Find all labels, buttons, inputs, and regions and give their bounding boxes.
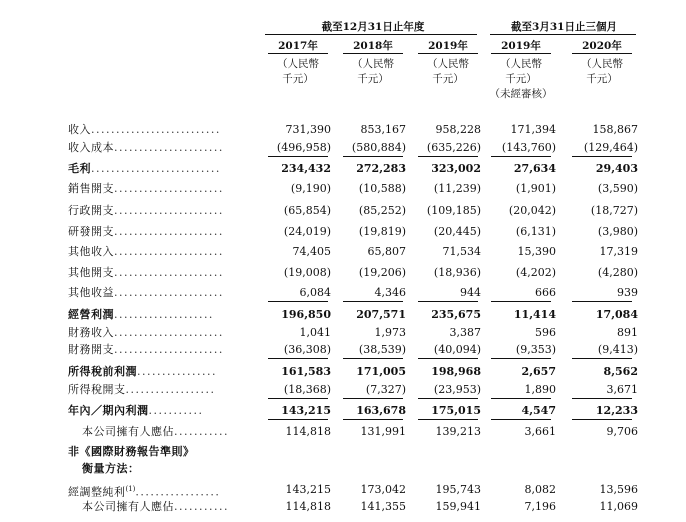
sum-rule [572,358,632,359]
section-heading-measure: 衡量方法： [82,462,140,475]
cell: 198,968 [431,365,481,378]
row-label-other-expenses: 其他開支...................... [68,266,224,279]
cell: 666 [535,286,556,299]
sum-rule [418,419,478,420]
header-group-year: 截至12月31日止年度 [321,21,425,33]
header-rule [490,34,636,35]
sum-rule [418,301,478,302]
cell: (19,008) [283,266,331,279]
cell: (9,190) [290,182,331,195]
cell: 29,403 [595,162,638,175]
cell: 939 [617,286,638,299]
cell: (7,327) [365,383,406,396]
column-rule [418,53,478,54]
sum-rule [491,301,551,302]
cell: (20,042) [508,204,556,217]
cell: (4,280) [597,266,638,279]
cell: 4,547 [521,404,556,417]
cell: 4,346 [374,286,406,299]
sum-rule [418,156,478,157]
sum-rule [418,398,478,399]
cell: 1,973 [374,326,406,339]
cell: 175,015 [431,404,481,417]
row-label-finance-income: 財務收入...................... [68,326,224,339]
cell: (10,588) [358,182,406,195]
row-label-adjusted-net-profit: 經調整純利$^{(1)}$................. [68,485,221,499]
cell: (9,353) [515,343,556,356]
sum-rule [343,301,403,302]
cell: 596 [535,326,556,339]
row-label-income-tax: 所得稅開支.................. [68,383,216,396]
cell: (580,884) [351,141,406,154]
column-rule [343,53,403,54]
cell: 171,394 [510,123,556,136]
cell: 7,196 [524,500,556,513]
row-label-profit-for-period: 年內／期內利潤........... [68,404,204,417]
cell: (38,539) [358,343,406,356]
cell: 891 [617,326,638,339]
cell: 8,082 [524,483,556,496]
sum-rule [491,358,551,359]
cell: 17,319 [599,245,638,258]
cell: 853,167 [360,123,406,136]
cell: 139,213 [435,425,481,438]
cell: 131,991 [360,425,406,438]
unit-label: （人民幣 千元） [581,58,623,85]
cell: 3,671 [606,383,638,396]
row-label-rnd-expenses: 研發開支...................... [68,225,224,238]
column-rule [572,53,632,54]
cell: 11,069 [599,500,638,513]
sum-rule [491,419,551,420]
cell: 731,390 [285,123,331,136]
cell: 65,807 [367,245,406,258]
cell: 235,675 [431,308,481,321]
cell: 8,562 [603,365,638,378]
cell: (9,413) [597,343,638,356]
row-label-finance-costs: 財務開支...................... [68,343,224,356]
cell: 13,596 [599,483,638,496]
column-rule [268,53,328,54]
cell: 143,215 [281,404,331,417]
cell: (18,727) [590,204,638,217]
section-heading-non-ifrs: 非《國際財務報告準則》 [68,445,195,458]
cell: (1,901) [515,182,556,195]
row-label-attributable-to-owners: 本公司擁有人應佔........... [82,425,229,438]
column-rule [491,53,551,54]
sum-rule [491,398,551,399]
cell: (3,590) [597,182,638,195]
cell: 1,890 [524,383,556,396]
sum-rule [418,358,478,359]
cell: (109,185) [426,204,481,217]
cell: 272,283 [356,162,406,175]
cell: 158,867 [592,123,638,136]
cell: (635,226) [426,141,481,154]
cell: 323,002 [431,162,481,175]
cell: 6,084 [299,286,331,299]
sum-rule [572,301,632,302]
sum-rule [268,358,328,359]
cell: (19,819) [358,225,406,238]
header-rule [265,34,477,35]
cell: 2,657 [521,365,556,378]
cell: 141,355 [360,500,406,513]
sum-rule [491,156,551,157]
cell: 958,228 [435,123,481,136]
cell: 71,534 [442,245,481,258]
cell: 114,818 [285,500,331,513]
cell: 114,818 [285,425,331,438]
column-header-2017: 2017年 [278,40,318,52]
cell: (4,202) [515,266,556,279]
cell: 207,571 [356,308,406,321]
cell: 161,583 [281,365,331,378]
cell: 171,005 [356,365,406,378]
cell: 17,084 [595,308,638,321]
column-header-2020-q1: 2020年 [582,40,622,52]
cell: 12,233 [595,404,638,417]
cell: (496,958) [276,141,331,154]
sum-rule [572,398,632,399]
row-label-profit-before-tax: 所得稅前利潤................ [68,365,217,378]
cell: (18,936) [433,266,481,279]
row-label-adjusted-attributable-to-owners: 本公司擁有人應佔........... [82,500,229,513]
sum-rule [268,156,328,157]
sum-rule [343,398,403,399]
column-header-2019: 2019年 [428,40,468,52]
cell: 27,634 [513,162,556,175]
column-header-2019-q1: 2019年 [501,40,541,52]
cell: (6,131) [515,225,556,238]
sum-rule [268,301,328,302]
cell: 196,850 [281,308,331,321]
sum-rule [572,156,632,157]
cell: (18,368) [283,383,331,396]
cell: (3,980) [597,225,638,238]
row-label-operating-profit: 經營利潤.................... [68,308,214,321]
unit-label: （人民幣 千元） [427,58,469,85]
cell: 3,661 [524,425,556,438]
cell: 173,042 [360,483,406,496]
cell: (36,308) [283,343,331,356]
sum-rule [572,419,632,420]
row-label-gross-profit: 毛利.......................... [68,162,221,175]
cell: (143,760) [501,141,556,154]
cell: 163,678 [356,404,406,417]
cell: (19,206) [358,266,406,279]
row-label-other-income: 其他收入...................... [68,245,224,258]
sum-rule [343,156,403,157]
row-label-selling-expenses: 銷售開支...................... [68,182,224,195]
cell: (65,854) [283,204,331,217]
row-label-other-gains: 其他收益...................... [68,286,224,299]
cell: 15,390 [517,245,556,258]
cell: (40,094) [433,343,481,356]
header-group-period: 截至3月31日止三個月 [511,21,617,33]
unit-label: （人民幣 千元） （未經審核） [489,58,553,100]
cell: 3,387 [449,326,481,339]
cell: (20,445) [433,225,481,238]
cell: 9,706 [606,425,638,438]
row-label-revenue: 收入.......................... [68,123,221,136]
unit-label: （人民幣 千元） [277,58,319,85]
cell: 234,432 [281,162,331,175]
sum-rule [343,419,403,420]
cell: (85,252) [358,204,406,217]
cell: 1,041 [299,326,331,339]
cell: 143,215 [285,483,331,496]
sum-rule [343,358,403,359]
cell: 944 [460,286,481,299]
sum-rule [268,419,328,420]
sum-rule [268,398,328,399]
cell: (24,019) [283,225,331,238]
unit-label: （人民幣 千元） [352,58,394,85]
cell: 159,941 [435,500,481,513]
cell: 74,405 [292,245,331,258]
cell: 11,414 [513,308,556,321]
cell: (129,464) [583,141,638,154]
cell: (23,953) [433,383,481,396]
row-label-cost-of-revenue: 收入成本...................... [68,141,224,154]
row-label-admin-expenses: 行政開支...................... [68,204,224,217]
column-header-2018: 2018年 [353,40,393,52]
cell: (11,239) [433,182,481,195]
cell: 195,743 [435,483,481,496]
